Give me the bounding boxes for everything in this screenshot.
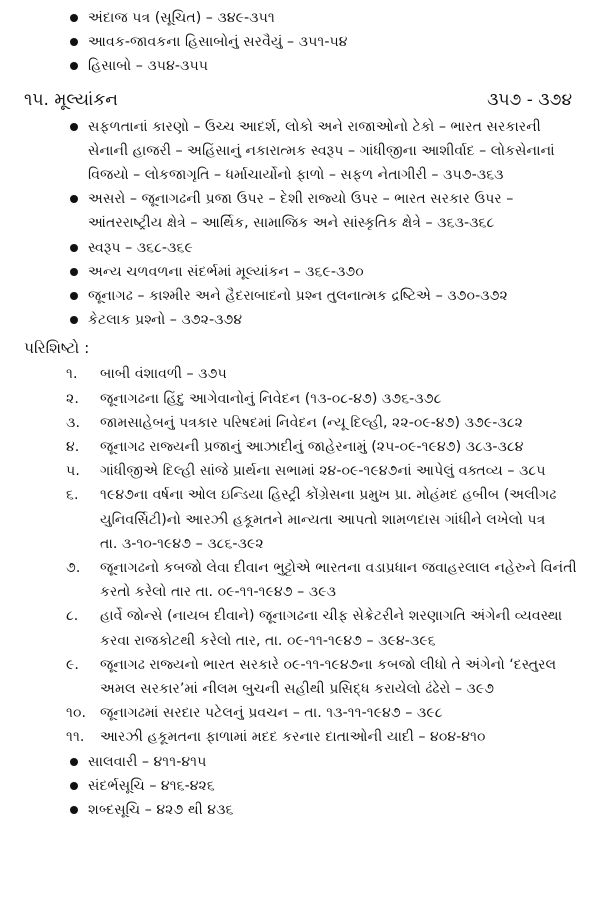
bullet-icon	[70, 806, 78, 814]
list-item: ૭. જૂનાગઢનો કબજો લેવા દીવાન ભુટ્ટોએ ભારતના વડાપ્રધાન જવાહરલાલ નહેરુને વિનંતી કરતો કરેલો તાર તા. ૦૯-૧૧-૧૯૪૭ – ૩૯૩	[66, 560, 577, 601]
list-item: જૂનાગઢ – કાશ્મીર અને હૈદરાબાદનો પ્રશ્ન તુલનાત્મક દ્રષ્ટિએ – ૩૭૦-૩૭૨	[22, 284, 578, 308]
bullet-icon	[70, 244, 78, 252]
bullet-icon	[70, 782, 78, 790]
list-item: અસરો – જૂનાગઢની પ્રજા ઉપર – દેશી રાજ્યો ઉપર – ભારત સરકાર ઉપર – આંતરરાષ્ટ્રીય ક્ષેત્રે – આર્થિક, સામાજિક અને સાંસ્કૃતિક ક્ષેત્રે – ૩૬૩-૩૬૮	[22, 187, 578, 235]
bullet-icon	[70, 14, 78, 22]
list-item: ૧૦. જૂનાગઢમાં સરદાર પટેલનું પ્રવચન – તા. ૧૩-૧૧-૧૯૪૭ – ૩૯૮	[66, 705, 443, 722]
list-item: સંદર્ભસૂચિ – ૪૧૬-૪૨૬	[22, 774, 578, 798]
bullet-icon	[70, 62, 78, 70]
top-bullet-list	[22, 6, 578, 79]
list-item: ૯. જૂનાગઢ રાજ્યનો ભારત સરકારે ૦૯-૧૧-૧૯૪૭ના કબજો લીધો તે અંગેનો ‘દસ્તુરલ અમલ સરકાર’માં નીલમ બુચની સહીથી પ્રસિદ્ધ કરાયેલો ઢંઢેરો – ૩૯૭	[66, 656, 557, 698]
list-item: ૩. જામસાહેબનું પત્રકાર પરિષદમાં નિવેદન (ન્યૂ દિલ્હી, ૨૨-૦૯-૪૭) ૩૭૯-૩૮૨	[66, 414, 523, 431]
section-pages: ૩૫૭ - ૩૭૪	[487, 89, 572, 110]
list-item: ૬. ૧૯૪૭ના વર્ષના ઓલ ઇન્ડિયા હિસ્ટ્રી કોંગ્રેસના પ્રમુખ પ્રા. મોહંમદ હબીબ (અલીગઢ યુનિવર્સિટી)નો આરઝી હકૂમતને માન્યતા આપતો શામળદાસ ગાંધીને લખેલો પત્ર તા. ૩-૧૦-૧૯૪૭ – ૩૮૬-૩૯૨	[66, 487, 557, 552]
list-item: હિસાબો – ૩૫૪-૩૫૫	[22, 54, 578, 78]
list-item: ૨. જૂનાગઢના હિંદુ આગેવાનોનું નિવેદન (૧૩-૦૮-૪૭) ૩૭૬-૩૭૮	[66, 390, 442, 407]
list-item: ૮. હાર્વે જોન્સે (નાયબ દીવાને) જૂનાગઢના ચીફ સેક્રેટરીને શરણાગતિ અંગેની વ્યવસ્થા કરવા રાજકોટથી કરેલો તાર, તા. ૦૯-૧૧-૧૯૪૭ – ૩૯૪-૩૯૬	[66, 608, 563, 649]
list-item: ૧. બાબી વંશાવળી – ૩૭૫	[66, 366, 227, 383]
section-title: મૂલ્યાંકન	[54, 89, 118, 110]
list-item: ૫. ગાંધીજીએ દિલ્હી સાંજે પ્રાર્થના સભામાં ૨૪-૦૯-૧૯૪૭નાં આપેલું વક્તવ્ય – ૩૮૫	[66, 463, 546, 480]
list-item: સાલવારી – ૪૧૧-૪૧૫	[22, 750, 578, 774]
list-item: કેટલાક પ્રશ્નો – ૩૭૨-૩૭૪	[22, 308, 578, 332]
section-15-heading	[22, 87, 578, 113]
bullet-icon	[70, 123, 78, 131]
section-number: ૧૫.	[24, 89, 49, 110]
bullet-icon	[70, 292, 78, 300]
bullet-icon	[70, 316, 78, 324]
appendices-heading: પરિશિષ્ટો :	[24, 339, 90, 358]
list-item: સફળતાનાં કારણો – ઉચ્ચ આદર્શ, લોકો અને રાજાઓનો ટેકો – ભારત સરકારની સેનાની હાજરી – અહિંસાનું નકારાત્મક સ્વરૂપ – ગાંધીજીના આશીર્વાદ – લોકસેનાનાં વિજયો – લોકજાગૃતિ – ધર્માચાર્યોનો ફાળો – સફળ નેતાગીરી – ૩૫૭-૩૬૩	[22, 115, 578, 188]
section-15-list	[22, 115, 578, 333]
bullet-icon	[70, 38, 78, 46]
bottom-bullet-list	[22, 750, 578, 823]
bullet-icon	[70, 758, 78, 766]
list-item: અંદાજ પત્ર (સૂચિત) – ૩૪૯-૩૫૧	[22, 6, 578, 30]
list-item: અન્ય ચળવળના સંદર્ભમાં મૂલ્યાંકન – ૩૬૯-૩૭૦	[22, 260, 578, 284]
bullet-icon	[70, 268, 78, 276]
list-item: ૪. જૂનાગઢ રાજ્યની પ્રજાનું આઝાદીનું જાહેરનામું (૨૫-૦૯-૧૯૪૭) ૩૮૩-૩૮૪	[66, 439, 524, 456]
list-item: સ્વરૂપ – ૩૬૮-૩૬૯	[22, 236, 578, 260]
appendices-list	[22, 362, 578, 749]
list-item: શબ્દસૂચિ – ૪૨૭ થી ૪૩૬	[22, 798, 578, 822]
list-item: આવક-જાવકના હિસાબોનું સરવૈયું – ૩૫૧-૫૪	[22, 30, 578, 54]
bullet-icon	[70, 195, 78, 203]
list-item: ૧૧. આરઝી હકૂમતના ફાળામાં મદદ કરનાર દાતાઓની યાદી – ૪૦૪-૪૧૦	[66, 729, 486, 746]
